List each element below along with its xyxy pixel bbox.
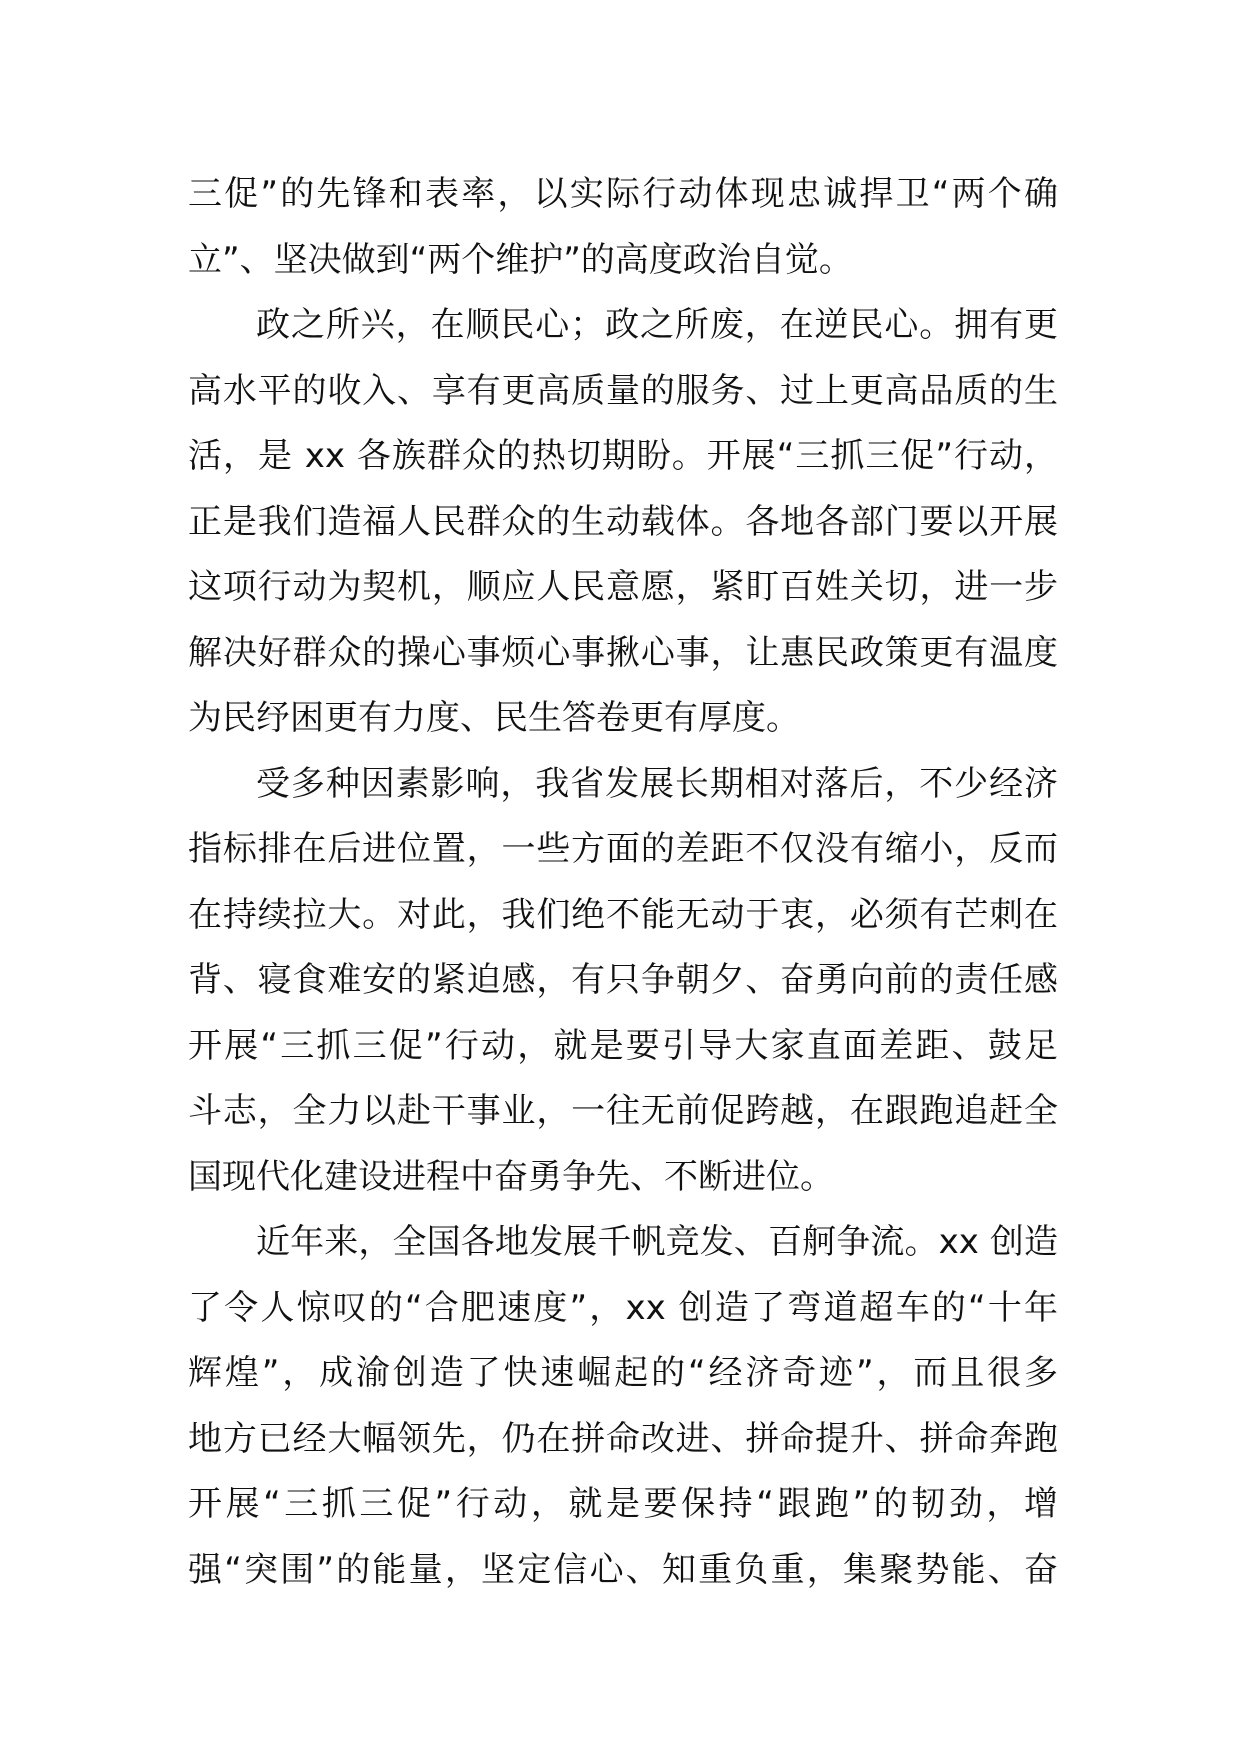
text-line: 立”、坚决做到“两个维护”的高度政治自觉。 — [188, 239, 853, 280]
text-line: 为民纾困更有力度、民生答卷更有厚度。 — [188, 698, 800, 738]
text-line: 活，是 xx 各族群众的热切期盼。开展“三抓三促”行动， — [188, 436, 1058, 476]
text-line: 解决好群众的操心事烦心事揪心事，让惠民政策更有温度 — [188, 632, 1058, 673]
text-line: 强“突围”的能量，坚定信心、知重负重，集聚势能、奋 — [188, 1549, 1058, 1590]
text-line: 这项行动为契机，顺应人民意愿，紧盯百姓关切，进一步 — [188, 567, 1058, 607]
text-line: 正是我们造福人民群众的生动载体。各地各部门要以开展 — [188, 501, 1058, 542]
text-line: 三促”的先锋和表率，以实际行动体现忠诚捍卫“两个确 — [188, 174, 1058, 214]
text-line: 开展“三抓三促”行动，就是要引导大家直面差距、鼓足 — [188, 1025, 1058, 1066]
text-line: 在持续拉大。对此，我们绝不能无动于衷，必须有芒刺在 — [188, 894, 1058, 935]
text-line: 了令人惊叹的“合肥速度”，xx 创造了弯道超车的“十年 — [188, 1287, 1058, 1328]
text-line: 近年来，全国各地发展千帆竞发、百舸争流。xx 创造 — [256, 1222, 1058, 1262]
text-line: 国现代化建设进程中奋勇争先、不断进位。 — [188, 1156, 834, 1197]
text-line: 政之所兴，在顺民心；政之所废，在逆民心。拥有更 — [256, 305, 1058, 345]
text-line: 受多种因素影响，我省发展长期相对落后，不少经济 — [256, 763, 1058, 804]
text-line: 辉煌”，成渝创造了快速崛起的“经济奇迹”，而且很多 — [188, 1353, 1058, 1393]
text-line: 背、寝食难安的紧迫感，有只争朝夕、奋勇向前的责任感 — [188, 960, 1058, 1000]
text-line: 斗志，全力以赴干事业，一往无前促跨越，在跟跑追赶全 — [188, 1091, 1058, 1131]
text-line: 开展“三抓三促”行动，就是要保持“跟跑”的韧劲，增 — [188, 1484, 1058, 1524]
text-line: 指标排在后进位置，一些方面的差距不仅没有缩小，反而 — [188, 829, 1058, 869]
body-text — [188, 162, 1058, 1603]
text-line: 地方已经大幅领先，仍在拼命改进、拼命提升、拼命奔跑 — [188, 1418, 1058, 1459]
text-line: 高水平的收入、享有更高质量的服务、过上更高品质的生 — [188, 370, 1058, 411]
